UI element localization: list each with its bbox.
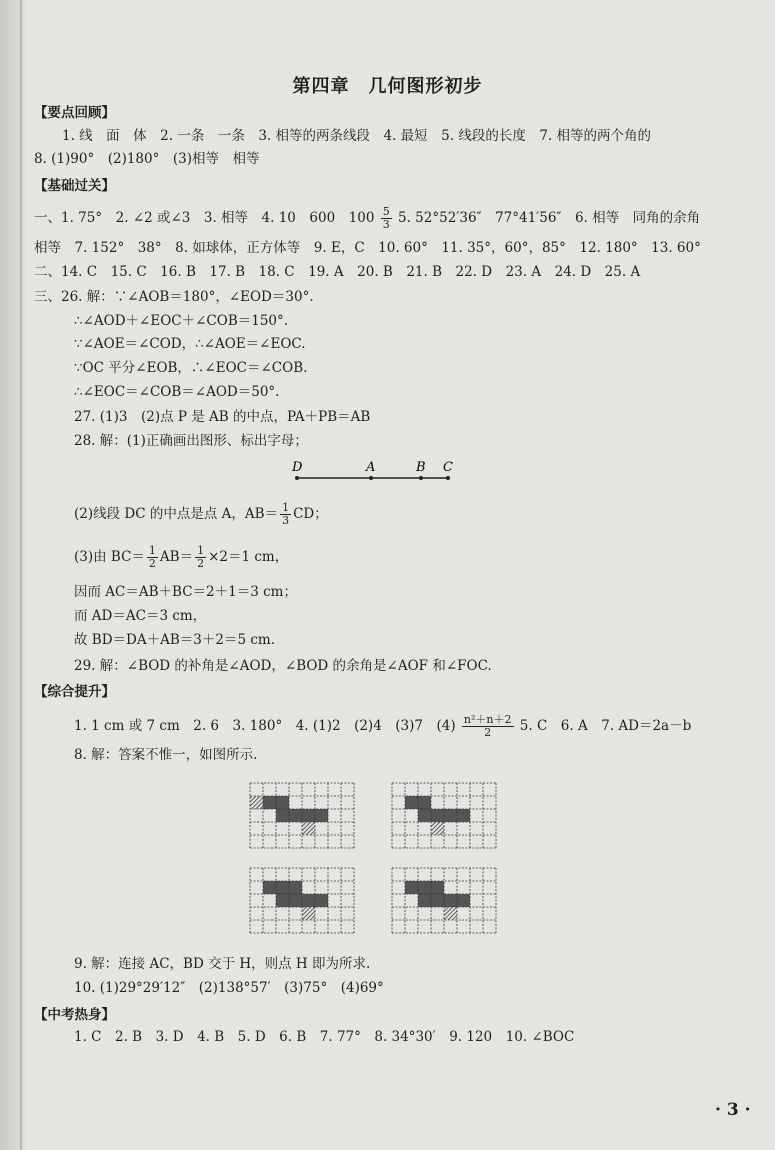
grid-cell-filled [418, 809, 431, 822]
grid-cell-hatched [444, 907, 457, 920]
grid-cell-hatched [250, 796, 263, 809]
review-line-1: 1. 线 面 体 2. 一条 一条 3. 相等的两条线段 4. 最短 5. 线段的长度 7. 相等的两个角的 [62, 128, 652, 144]
grid-cell-filled [315, 894, 328, 907]
grid-cell-filled [263, 796, 276, 809]
grid-cell-filled [418, 881, 431, 894]
fraction-one-half-b [195, 545, 206, 570]
fraction-denominator: 2 [484, 726, 492, 739]
basic-line-11-part-b: CD； [293, 506, 328, 522]
improve-line-1 [74, 714, 691, 739]
grid-cell-filled [302, 809, 315, 822]
grid-cell-filled [289, 809, 302, 822]
basic-line-14: 而 AD＝AC＝3 cm， [74, 608, 207, 624]
chapter-title: 第四章 几何图形初步 [292, 76, 483, 97]
point-a [369, 476, 373, 480]
grid-cell-filled [444, 809, 457, 822]
grid-cell-filled [289, 881, 302, 894]
grid-cell-filled [289, 894, 302, 907]
basic-line-5: ∴∠AOD＋∠EOC＋∠COB＝150°. [74, 313, 289, 329]
fraction-one-third [280, 502, 291, 527]
grid-cell-hatched [302, 822, 315, 835]
fraction-denominator: 3 [282, 514, 290, 527]
page-binding-line [20, 0, 22, 1150]
grid-cell-hatched [431, 822, 444, 835]
basic-line-12 [74, 545, 288, 570]
basic-line-9: 27. (1)3 (2)点 P 是 AB 的中点，PA＋PB＝AB [74, 409, 371, 425]
improve-line-2: 8. 解：答案不惟一，如图所示. [74, 747, 258, 763]
point-c [446, 476, 450, 480]
grid-cell-filled [431, 881, 444, 894]
grid-figure-3 [246, 865, 358, 937]
grid-figure-4 [388, 865, 500, 937]
page-binding-edge [0, 0, 26, 1150]
basic-line-12-part-c: ×2＝1 cm， [208, 549, 289, 565]
segment-diagram [280, 458, 460, 488]
grid-cell-filled [457, 809, 470, 822]
grid-cell-filled [431, 809, 444, 822]
basic-line-13: 因而 AC＝AB＋BC＝2＋1＝3 cm； [74, 584, 297, 600]
fraction-one-half-a [147, 545, 158, 570]
basic-line-11 [74, 502, 328, 527]
basic-line-1 [34, 206, 700, 231]
basic-line-2: 相等 7. 152° 38° 8. 如球体，正方体等 9. E，C 10. 60° 11. 35°，60°，85° 12. 180° 13. 60° [34, 240, 701, 256]
fraction-five-thirds [381, 206, 392, 231]
basic-line-12-part-a: (3)由 BC＝ [74, 549, 145, 565]
fraction-numerator: n²＋n＋2 [463, 713, 512, 726]
fraction-numerator: 5 [382, 205, 390, 218]
exam-line-1: 1. C 2. B 3. D 4. B 5. D 6. B 7. 77° 8. 34°30′ 9. 120 10. ∠BOC [74, 1029, 575, 1045]
basic-line-8: ∴∠EOC＝∠COB＝∠AOD＝50°. [74, 384, 280, 400]
section-exam-heading: 【中考热身】 [34, 1007, 115, 1023]
label-c: C [443, 460, 453, 475]
fraction-denominator: 2 [148, 557, 156, 570]
grid-cell-filled [276, 894, 289, 907]
grid-cell-filled [444, 894, 457, 907]
label-d: D [292, 460, 303, 475]
grid-cell-filled [405, 881, 418, 894]
label-a: A [366, 460, 376, 475]
grid-cell-filled [418, 796, 431, 809]
review-line-2: 8. (1)90° (2)180° (3)相等 相等 [34, 151, 260, 167]
basic-line-16: 29. 解：∠BOD 的补角是∠AOD，∠BOD 的余角是∠AOF 和∠FOC. [74, 658, 492, 674]
improve-line-1-part-b: 5. C 6. A 7. AD＝2a－b [519, 718, 692, 734]
fraction-numerator: 1 [148, 544, 156, 557]
section-improve-heading: 【综合提升】 [34, 684, 115, 700]
basic-line-1-part-a: 一、1. 75° 2. ∠2 或∠3 3. 相等 4. 10 600 100 [34, 210, 375, 226]
grid-cell-filled [315, 809, 328, 822]
improve-line-4: 10. (1)29°29′12″ (2)138°57′ (3)75° (4)69° [74, 980, 384, 996]
point-b [419, 476, 423, 480]
improve-line-1-part-a: 1. 1 cm 或 7 cm 2. 6 3. 180° 4. (1)2 (2)4 (3)7 (4) [74, 718, 456, 734]
improve-line-3: 9. 解：连接 AC，BD 交于 H，则点 H 即为所求. [74, 956, 371, 972]
basic-line-12-part-b: AB＝ [159, 549, 194, 565]
section-review-heading: 【要点回顾】 [34, 105, 115, 121]
basic-line-11-part-a: (2)线段 DC 的中点是点 A，AB＝ [74, 506, 279, 522]
basic-line-3: 二、14. C 15. C 16. B 17. B 18. C 19. A 20. B 21. B 22. D 23. A 24. D 25. A [34, 264, 641, 280]
basic-line-6: ∵∠AOE＝∠COD，∴∠AOE＝∠EOC. [74, 336, 306, 352]
grid-cell-filled [405, 796, 418, 809]
basic-line-7: ∵OC 平分∠EOB，∴∠EOC＝∠COB. [74, 360, 308, 376]
grid-cell-filled [263, 881, 276, 894]
fraction-numerator: 1 [197, 544, 205, 557]
grid-cell-filled [418, 894, 431, 907]
page-number: · 3 · [715, 1100, 751, 1120]
fraction-n-squared [462, 714, 514, 739]
fraction-numerator: 1 [282, 501, 290, 514]
grid-cell-filled [276, 796, 289, 809]
fraction-denominator: 2 [197, 557, 205, 570]
grid-cell-hatched [302, 907, 315, 920]
grid-figure-2 [388, 780, 500, 852]
basic-line-1-part-b: 5. 52°52′36″ 77°41′56″ 6. 相等 同角的余角 [398, 210, 701, 226]
grid-cell-filled [276, 809, 289, 822]
grid-cell-filled [457, 894, 470, 907]
basic-line-10: 28. 解：(1)正确画出图形、标出字母； [74, 433, 308, 449]
grid-cell-filled [302, 894, 315, 907]
basic-line-4: 三、26. 解：∵∠AOB＝180°，∠EOD＝30°. [34, 289, 314, 305]
grid-cell-filled [276, 881, 289, 894]
grid-figure-1 [246, 780, 358, 852]
basic-line-15: 故 BD＝DA＋AB＝3＋2＝5 cm. [74, 632, 275, 648]
fraction-denominator: 3 [382, 218, 390, 231]
label-b: B [416, 460, 426, 475]
section-basic-heading: 【基础过关】 [34, 178, 115, 194]
grid-cell-filled [431, 894, 444, 907]
point-d [295, 476, 299, 480]
